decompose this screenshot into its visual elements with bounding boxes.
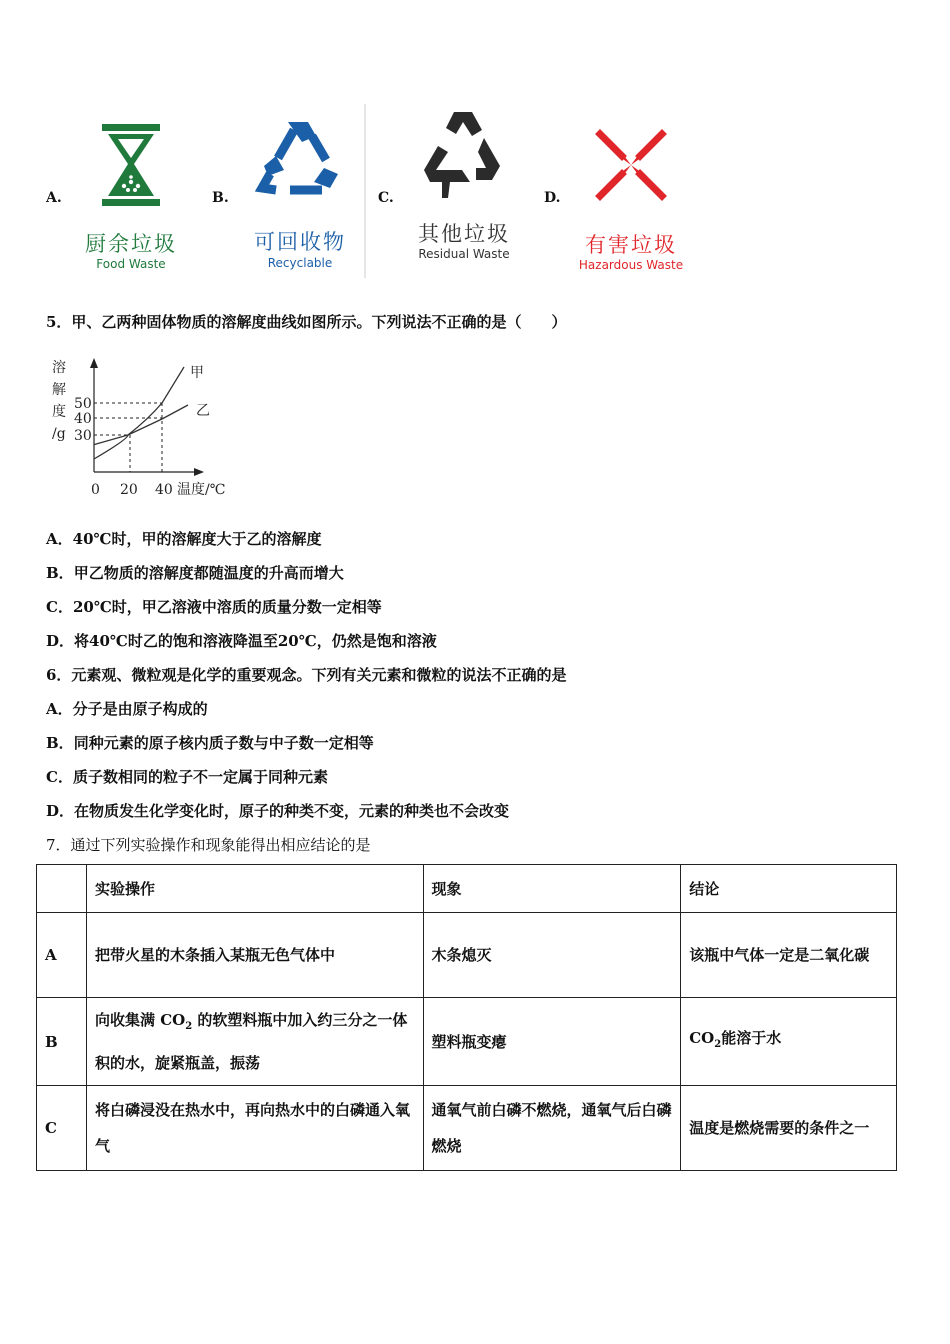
q6-option-a[interactable]: A．分子是由原子构成的 (46, 700, 208, 718)
ylabel-char: 解 (52, 382, 66, 398)
cell-operation: 将白磷浸没在热水中，再向热水中的白磷通入氧气 (86, 1086, 423, 1171)
option-letter: B. (212, 190, 229, 206)
xtick-label: 20 (120, 482, 138, 498)
curve-jia (94, 367, 184, 459)
residual-cn: 其他垃圾 (418, 222, 510, 246)
residual-waste-icon (422, 108, 504, 200)
ylabel-char: /g (52, 426, 66, 442)
food-waste-en: Food Waste (96, 257, 166, 271)
x-axis-label: 温度/℃ (177, 482, 226, 498)
table-row (37, 1086, 897, 1171)
header-cell: 结论 (681, 865, 897, 913)
solubility-graph (44, 350, 244, 500)
x-axis-arrow (194, 468, 204, 476)
ylabel-char: 溶 (52, 360, 66, 376)
residual-en: Residual Waste (418, 247, 510, 261)
ytick-label: 40 (74, 411, 92, 427)
option-letter: D. (544, 190, 561, 206)
q5-option-b[interactable]: B．甲乙物质的溶解度都随温度的升高而增大 (46, 564, 344, 582)
table-row (37, 998, 897, 1086)
q7-stem: 7．通过下列实验操作和现象能得出相应结论的是 (46, 836, 371, 854)
cell-phenomenon: 塑料瓶变瘪 (423, 998, 681, 1086)
hazardous-cn: 有害垃圾 (585, 233, 677, 257)
divider (364, 104, 366, 278)
row-label: C (37, 1086, 87, 1171)
q5-option-d[interactable]: D．将40℃时乙的饱和溶液降温至20℃，仍然是饱和溶液 (46, 632, 437, 650)
q5-option-c[interactable]: C．20℃时，甲乙溶液中溶质的质量分数一定相等 (46, 598, 382, 616)
food-waste-cn: 厨余垃圾 (85, 232, 177, 256)
recycle-icon (254, 116, 346, 200)
y-axis-arrow (90, 358, 98, 368)
q6-option-d[interactable]: D．在物质发生化学变化时，原子的种类不变，元素的种类也不会改变 (46, 802, 510, 820)
q6-stem: 6．元素观、微粒观是化学的重要观念。下列有关元素和微粒的说法不正确的是 (46, 666, 567, 684)
q5-option-a[interactable]: A．40℃时，甲的溶解度大于乙的溶解度 (46, 530, 322, 548)
option-letter: A. (46, 190, 62, 206)
cell-operation: 把带火星的木条插入某瓶无色气体中 (86, 913, 423, 998)
option-letter: C. (378, 190, 394, 206)
cell-conclusion: $CO_2$能溶于水 (681, 998, 897, 1086)
cell-conclusion: 该瓶中气体一定是二氧化碳 (681, 913, 897, 998)
header-cell (37, 865, 87, 913)
header-cell: 现象 (423, 865, 681, 913)
q6-option-b[interactable]: B．同种元素的原子核内质子数与中子数一定相等 (46, 734, 374, 752)
curve-label-yi: 乙 (196, 403, 210, 419)
cell-phenomenon: 通氧气前白磷不燃烧，通氧气后白磷燃烧 (423, 1086, 681, 1171)
q6-option-c[interactable]: C．质子数相同的粒子不一定属于同种元素 (46, 768, 328, 786)
xtick-label: 40 (155, 482, 173, 498)
experiment-table (36, 864, 897, 1171)
hazardous-waste-icon (594, 128, 668, 202)
recyclable-en: Recyclable (267, 256, 333, 270)
recyclable-cn: 可回收物 (254, 230, 346, 254)
ytick-label: 30 (74, 428, 92, 444)
ylabel-char: 度 (52, 404, 66, 420)
ytick-label: 50 (74, 396, 92, 412)
table-row (37, 913, 897, 998)
cell-conclusion: 温度是燃烧需要的条件之一 (681, 1086, 897, 1171)
cell-phenomenon: 木条熄灭 (423, 913, 681, 998)
table-header-row (37, 865, 897, 913)
hazardous-en: Hazardous Waste (578, 258, 684, 272)
xtick-label: 0 (91, 482, 100, 498)
row-label: A (37, 913, 87, 998)
food-waste-icon (96, 122, 166, 208)
cell-operation: 向收集满 $CO_2$ 的软塑料瓶中加入约三分之一体积的水，旋紧瓶盖，振荡 (86, 998, 423, 1086)
curve-label-jia: 甲 (190, 365, 204, 381)
q5-stem: 5．甲、乙两种固体物质的溶解度曲线如图所示。下列说法不正确的是（ ） (46, 313, 567, 331)
header-cell: 实验操作 (86, 865, 423, 913)
row-label: B (37, 998, 87, 1086)
